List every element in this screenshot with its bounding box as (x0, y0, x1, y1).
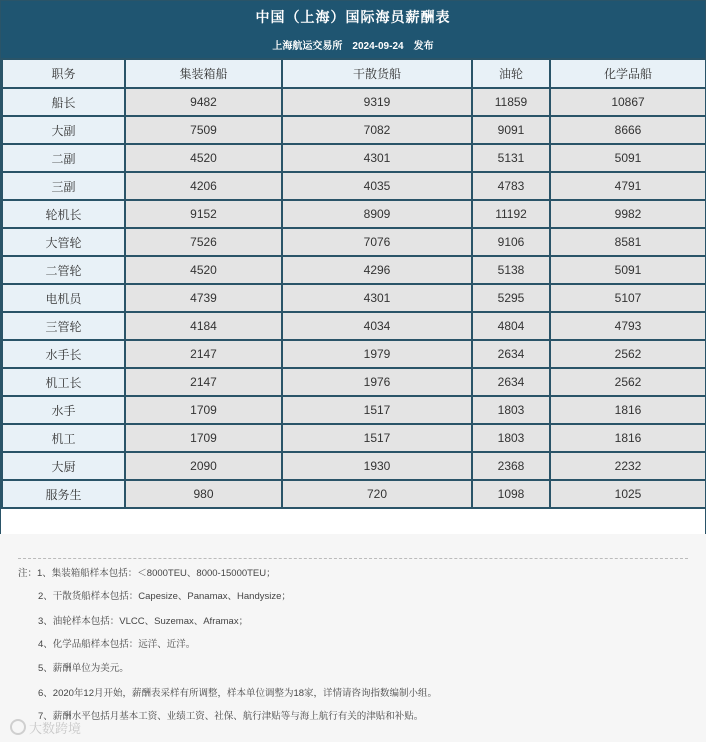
table-header (1, 1, 705, 58)
salary-cell: 1709 (125, 424, 282, 452)
salary-cell: 7082 (282, 116, 472, 144)
salary-cell: 4793 (550, 312, 706, 340)
salary-cell: 4520 (125, 256, 282, 284)
position-cell: 水手长 (2, 340, 125, 368)
salary-cell: 8666 (550, 116, 706, 144)
salary-cell: 4296 (282, 256, 472, 284)
salary-cell: 2562 (550, 340, 706, 368)
position-cell: 大副 (2, 116, 125, 144)
salary-cell: 9091 (472, 116, 550, 144)
notes-section (0, 534, 706, 742)
position-cell: 大厨 (2, 452, 125, 480)
column-header: 职务 (2, 59, 125, 88)
salary-cell: 1930 (282, 452, 472, 480)
table-row (2, 228, 706, 256)
salary-cell: 2634 (472, 368, 550, 396)
salary-cell: 2090 (125, 452, 282, 480)
salary-cell: 5107 (550, 284, 706, 312)
salary-cell: 1816 (550, 424, 706, 452)
salary-cell: 10867 (550, 88, 706, 116)
salary-cell: 4739 (125, 284, 282, 312)
salary-cell: 1976 (282, 368, 472, 396)
note-line: 5、薪酬单位为美元。 (38, 663, 129, 674)
salary-cell: 4520 (125, 144, 282, 172)
salary-cell: 9152 (125, 200, 282, 228)
position-cell: 电机员 (2, 284, 125, 312)
column-header: 化学品船 (550, 59, 706, 88)
table-row (2, 116, 706, 144)
salary-cell: 9982 (550, 200, 706, 228)
salary-cell: 5091 (550, 256, 706, 284)
salary-cell: 1816 (550, 396, 706, 424)
salary-table (1, 58, 706, 509)
position-cell: 二管轮 (2, 256, 125, 284)
watermark (10, 718, 81, 737)
salary-cell: 8581 (550, 228, 706, 256)
salary-cell: 7526 (125, 228, 282, 256)
table-row (2, 480, 706, 508)
position-cell: 机工长 (2, 368, 125, 396)
table-row (2, 424, 706, 452)
position-cell: 三副 (2, 172, 125, 200)
watermark-text: 大数跨境 (29, 721, 82, 736)
column-header: 油轮 (472, 59, 550, 88)
salary-cell: 4206 (125, 172, 282, 200)
salary-cell: 5138 (472, 256, 550, 284)
watermark-logo-icon (10, 719, 26, 735)
salary-cell: 2368 (472, 452, 550, 480)
salary-cell: 5295 (472, 284, 550, 312)
salary-cell: 11859 (472, 88, 550, 116)
column-header: 集装箱船 (125, 59, 282, 88)
position-cell: 二副 (2, 144, 125, 172)
salary-cell: 11192 (472, 200, 550, 228)
position-cell: 大管轮 (2, 228, 125, 256)
salary-cell: 7076 (282, 228, 472, 256)
note-line: 3、油轮样本包括：VLCC、Suzemax、Aframax； (38, 616, 249, 627)
salary-cell: 1517 (282, 424, 472, 452)
position-cell: 服务生 (2, 480, 125, 508)
table-row (2, 396, 706, 424)
salary-cell: 1979 (282, 340, 472, 368)
table-row (2, 172, 706, 200)
position-cell: 船长 (2, 88, 125, 116)
note-line: 4、化学品船样本包括：远洋、近洋。 (38, 639, 196, 650)
table-row (2, 88, 706, 116)
salary-cell: 4035 (282, 172, 472, 200)
notes-divider (18, 558, 688, 559)
table-header-row (2, 59, 706, 88)
salary-cell: 4034 (282, 312, 472, 340)
salary-cell: 980 (125, 480, 282, 508)
salary-cell: 4783 (472, 172, 550, 200)
salary-cell: 4791 (550, 172, 706, 200)
table-row (2, 256, 706, 284)
salary-cell: 4301 (282, 284, 472, 312)
table-row (2, 340, 706, 368)
table-row (2, 284, 706, 312)
salary-cell: 7509 (125, 116, 282, 144)
note-line: 注：1、集装箱船样本包括：＜8000TEU、8000-15000TEU； (18, 568, 276, 579)
salary-cell: 5091 (550, 144, 706, 172)
salary-cell: 4184 (125, 312, 282, 340)
salary-cell: 8909 (282, 200, 472, 228)
table-row (2, 452, 706, 480)
salary-cell: 1098 (472, 480, 550, 508)
table-row (2, 368, 706, 396)
position-cell: 水手 (2, 396, 125, 424)
table-row (2, 144, 706, 172)
publish-info: 上海航运交易所 2024-09-24 发布 (272, 41, 434, 52)
table-body (2, 88, 706, 508)
table-row (2, 312, 706, 340)
salary-cell: 9319 (282, 88, 472, 116)
position-cell: 轮机长 (2, 200, 125, 228)
note-line: 7、薪酬水平包括月基本工资、业绩工资、社保、航行津贴等与海上航行有关的津贴和补贴。 (38, 711, 424, 722)
salary-cell: 2562 (550, 368, 706, 396)
salary-cell: 2147 (125, 340, 282, 368)
salary-cell: 2147 (125, 368, 282, 396)
page-title: 中国（上海）国际海员薪酬表 (255, 9, 451, 25)
salary-cell: 2232 (550, 452, 706, 480)
salary-cell: 1025 (550, 480, 706, 508)
position-cell: 三管轮 (2, 312, 125, 340)
salary-cell: 5131 (472, 144, 550, 172)
salary-cell: 1709 (125, 396, 282, 424)
salary-cell: 4301 (282, 144, 472, 172)
table-row (2, 200, 706, 228)
salary-cell: 4804 (472, 312, 550, 340)
position-cell: 机工 (2, 424, 125, 452)
note-line: 2、干散货船样本包括：Capesize、Panamax、Handysize； (38, 591, 291, 602)
salary-cell: 1803 (472, 396, 550, 424)
salary-cell: 9482 (125, 88, 282, 116)
salary-cell: 1517 (282, 396, 472, 424)
salary-cell: 1803 (472, 424, 550, 452)
salary-cell: 9106 (472, 228, 550, 256)
salary-cell: 2634 (472, 340, 550, 368)
column-header: 干散货船 (282, 59, 472, 88)
salary-cell: 720 (282, 480, 472, 508)
note-line: 6、2020年12月开始，薪酬表采样有所调整，样本单位调整为18家，详情请咨询指数编制小组。 (38, 688, 438, 699)
